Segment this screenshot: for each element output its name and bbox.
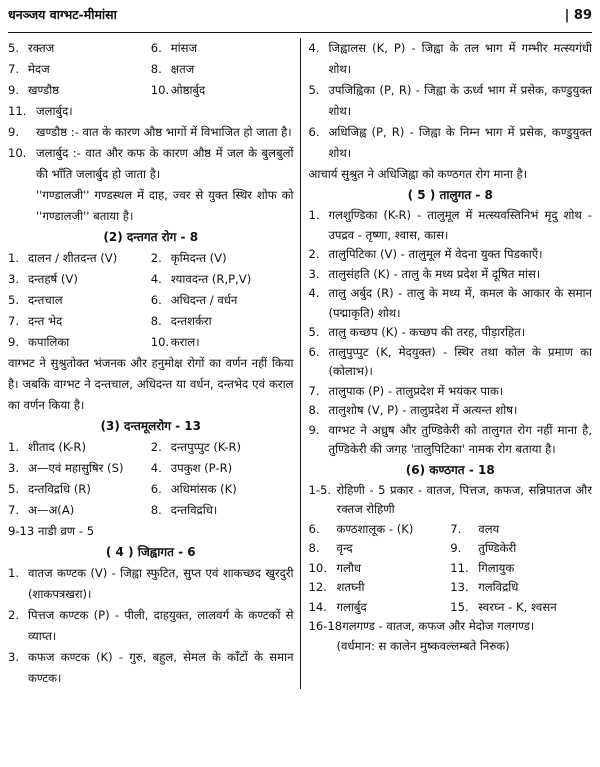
item-number: 5. xyxy=(8,482,20,496)
item-number: 6. xyxy=(308,344,320,359)
list-item xyxy=(309,401,593,421)
list-pair xyxy=(309,520,593,540)
item-number: 16-18 xyxy=(308,619,343,633)
item-text: अ—एवं महासुषिर (S) xyxy=(28,461,124,475)
item-number: 3. xyxy=(308,266,320,281)
item-number: 5. xyxy=(308,83,320,97)
note-paragraph: ''गण्डालजी'' गण्डस्थल में दाह, ज्वर से युक्त स्थिर शोफ को ''गण्डालजी'' बताया है। xyxy=(36,188,294,223)
item-text: दन्तहर्ष (V) xyxy=(28,272,78,286)
page-header xyxy=(8,4,592,33)
list-item xyxy=(309,343,593,382)
item-number: 9. xyxy=(308,422,320,437)
item-number: 9. xyxy=(8,125,20,139)
list-pair xyxy=(8,290,294,311)
item-number: 1. xyxy=(308,208,320,222)
item-number: 9. xyxy=(450,541,462,555)
item-text: गलार्बुद xyxy=(336,599,367,614)
item-number: 7. xyxy=(450,521,462,536)
item-text: अ—अ(A) xyxy=(28,503,75,517)
page-number: | 89 xyxy=(564,8,592,23)
item-text: अधिजिह्व (P, R) - जिह्वा के निम्न भाग में प्रसेक, कण्डुयुक्त शोथ। xyxy=(328,125,592,160)
list-item xyxy=(309,38,593,80)
item-number: 3. xyxy=(8,272,20,286)
item-text: तालुपुप्पुट (K, मेदयुक्त) - स्थिर तथा कोल के प्रमाण का (कोलाभ)। xyxy=(328,344,592,378)
left-column xyxy=(8,38,300,689)
section-extra-line: 9-13 नाडी व्रण - 5 xyxy=(8,524,95,538)
item-text: क्षतज xyxy=(170,62,195,76)
item-text: दन्तशर्करा xyxy=(170,314,212,328)
item-text: उपकुश (P-R) xyxy=(170,461,233,475)
list-pair xyxy=(8,332,294,353)
item-number: 1-5. xyxy=(308,482,332,497)
list-pair xyxy=(8,248,294,269)
item-text: गलविद्रधि xyxy=(478,580,519,594)
item-text: ओष्ठार्बुद xyxy=(170,83,206,97)
item-number: 2. xyxy=(8,608,20,622)
item-text: रोहिणी - 5 प्रकार - वातज, पित्तज, कफज, सन्निपातज और रक्तज रोहिणी xyxy=(336,482,592,516)
item-number: 5. xyxy=(308,325,320,339)
item-number: 10. xyxy=(150,335,170,349)
item-text: वाग्भट ने अध्रुष और तुण्डिकेरी को तालुगत रोग नहीं माना है, तुण्डिकेरी की जगह 'तालुपिटिका' नामक रोग बताया है। xyxy=(328,422,592,456)
item-number: 4. xyxy=(308,41,320,55)
item-text: गलगण्ड - वातज, कफज और मेदोज गलगण्ड। xyxy=(342,619,535,633)
item-text: तालुसंहति (K) - तालु के मध्य प्रदेश में दूषित मांस। xyxy=(328,266,541,281)
list-item xyxy=(309,122,593,164)
item-text: दन्तपुप्पुट (K-R) xyxy=(170,440,242,454)
list-pair xyxy=(8,458,294,479)
item-text: गलशुण्डिका (K-R) - तालुमूल में मत्स्यवस्तिनिभं मृदु शोथ - उपद्रव - तृष्णा, श्वास, कास। xyxy=(328,208,592,242)
section-heading-6: (6) कण्ठगत - 18 xyxy=(405,462,495,477)
item-text: वलय xyxy=(478,521,500,536)
item-text: तालुशोष (V, P) - तालुप्रदेश में अत्यन्त शोष। xyxy=(328,403,518,417)
item-text: कण्ठशालूक - (K) xyxy=(336,521,414,536)
quote-line: (वर्धमान: स कालेन मुष्कवल्लम्बते निरुक) xyxy=(336,638,510,653)
list-item xyxy=(309,323,593,343)
item-text: वातज कण्टक (V) - जिह्वा स्फुटित, सुप्त एवं शाकच्छद खुरदुरी (शाकपत्रखरा)। xyxy=(28,566,294,601)
item-number: 6. xyxy=(150,41,162,55)
item-text: मेदज xyxy=(28,62,50,76)
list-pair xyxy=(8,479,294,500)
item-number: 6. xyxy=(150,482,162,496)
item-number: 6. xyxy=(308,125,320,139)
item-text: स्वरघ्न - K, श्वसन xyxy=(478,599,557,614)
item-text: कफज कण्टक (K) - गुरु, बहुल, सेमल के काँटों के समान कण्टक। xyxy=(28,650,294,685)
item-number: 7. xyxy=(8,503,20,517)
item-number: 13. xyxy=(450,580,469,594)
list-pair xyxy=(309,578,593,598)
item-text: जलार्बुद :- वात और कफ के कारण औष्ठ में जल के बुलबुलों की भाँति जलार्बुद हो जाता है। xyxy=(36,146,294,181)
note-item xyxy=(8,122,294,143)
item-number: 4. xyxy=(150,461,162,475)
item-text: तुण्डिकेरी xyxy=(478,541,517,555)
item-number: 1. xyxy=(8,251,20,265)
note-item xyxy=(8,143,294,185)
item-text: मांसज xyxy=(170,41,198,55)
item-number: 3. xyxy=(8,461,20,475)
item-number: 8. xyxy=(150,62,162,76)
list-pair xyxy=(309,539,593,559)
list-pair xyxy=(8,500,294,521)
item-text: शतघ्नी xyxy=(336,580,365,594)
item-number: 8. xyxy=(308,403,320,417)
item-text: गिलायुक xyxy=(478,560,515,575)
list-pair xyxy=(8,38,294,59)
item-number: 15. xyxy=(450,599,469,614)
item-text: उपजिह्विका (P, R) - जिह्वा के ऊर्ध्व भाग में प्रसेक, कण्डुयुक्त शोथ। xyxy=(328,83,592,118)
item-text: तालु अर्बुद (R) - तालु के मध्य में, कमल के आकार के समान (पद्माकृति) शोथ। xyxy=(328,286,592,320)
list-pair xyxy=(8,59,294,80)
item-number: 6. xyxy=(308,521,320,536)
item-number: 5. xyxy=(8,293,20,307)
item-text: शीताद (K-R) xyxy=(28,440,87,454)
running-title: धनञ्जय वाग्भट-मीमांसा xyxy=(8,7,117,22)
item-text: जलार्बुद। xyxy=(36,104,73,118)
list-item xyxy=(8,101,294,122)
two-column-body xyxy=(8,38,592,689)
list-pair xyxy=(309,559,593,579)
list-pair xyxy=(309,598,593,618)
item-number: 14. xyxy=(308,599,327,614)
item-text: तालु कच्छप (K) - कच्छप की तरह, पीड़ारहित। xyxy=(328,325,526,339)
item-text: दन्तविद्रधि (R) xyxy=(28,482,91,496)
item-number: 2. xyxy=(308,247,320,261)
item-text: कपालिका xyxy=(28,335,70,349)
list-item xyxy=(8,647,294,689)
item-number: 7. xyxy=(8,314,20,328)
item-text: गलौध xyxy=(336,560,362,575)
section-paragraph: वाग्भट ने सुश्रुतोक्त भंजनक और हनुमोक्ष रोगों का वर्णन नहीं किया है। जबकि वाग्भट ने दन्तचाल, अधिदन्त या वर्धन, दन्तभेद एवं कराल का वर्णन किया है। xyxy=(8,356,294,412)
item-number: 1. xyxy=(8,440,20,454)
list-pair xyxy=(8,80,294,101)
list-item xyxy=(309,382,593,402)
item-text: दन्तविद्रधि। xyxy=(170,503,218,517)
section-heading-4: ( 4 ) जिह्वागत - 6 xyxy=(105,545,196,559)
list-item xyxy=(309,265,593,285)
item-text: दन्त भेद xyxy=(28,314,63,328)
item-number: 10. xyxy=(308,560,327,575)
item-text: अधिदन्त / वर्धन xyxy=(170,293,238,307)
item-text: दन्तचाल xyxy=(28,293,63,307)
section-note: आचार्य सुश्रुत ने अधिजिह्वा को कण्ठगत रोग माना है। xyxy=(308,167,528,181)
section-heading-3: (3) दन्तमूलरोग - 13 xyxy=(100,419,202,433)
item-number: 1. xyxy=(8,566,20,580)
list-item xyxy=(309,206,593,245)
item-text: दालन / शीतदन्त (V) xyxy=(28,251,118,265)
list-item xyxy=(309,80,593,122)
list-item xyxy=(309,617,593,637)
item-number: 7. xyxy=(308,383,320,398)
item-text: पित्तज कण्टक (P) - पीली, दाहयुक्त, लालवर्ग के कण्टकों से व्याप्त। xyxy=(28,608,294,643)
item-number: 4. xyxy=(308,286,320,300)
item-text: रक्तज xyxy=(28,41,55,55)
item-text: खण्डौष्ठ :- वात के कारण औष्ठ भागों में विभाजित हो जाता है। xyxy=(36,125,292,139)
item-text: कृमिदन्त (V) xyxy=(170,251,227,265)
item-number: 7. xyxy=(8,62,20,76)
item-number: 11. xyxy=(450,560,469,575)
section-heading-2: (2) दन्तगत रोग - 8 xyxy=(103,230,199,244)
item-text: वृन्द xyxy=(336,541,353,555)
list-pair xyxy=(8,269,294,290)
item-number: 12. xyxy=(308,580,327,594)
list-item xyxy=(309,481,593,520)
item-number: 2. xyxy=(150,440,162,454)
item-number: 2. xyxy=(150,251,162,265)
item-number: 10. xyxy=(150,83,170,97)
section-heading-5: ( 5 ) तालुगत - 8 xyxy=(407,188,493,202)
item-number: 3. xyxy=(8,650,20,664)
item-number: 9. xyxy=(8,335,20,349)
list-item xyxy=(8,563,294,605)
item-text: श्यावदन्त (R,P,V) xyxy=(170,272,252,286)
item-number: 11. xyxy=(8,104,27,118)
item-text: जिह्वालस (K, P) - जिह्वा के तल भाग में गम्भीर मत्स्यगंधी शोथ। xyxy=(328,41,592,76)
item-text: अधिमांसक (K) xyxy=(170,482,237,496)
item-text: तालुपिटिका (V) - तालुमूल में वेदना युक्त पिडकाएँ। xyxy=(328,247,543,261)
item-number: 5. xyxy=(8,41,20,55)
list-item xyxy=(309,245,593,265)
list-item xyxy=(8,605,294,647)
item-number: 6. xyxy=(150,293,162,307)
list-item xyxy=(309,284,593,323)
item-number: 4. xyxy=(150,272,162,286)
item-number: 10. xyxy=(8,146,27,160)
item-number: 8. xyxy=(150,314,162,328)
list-pair xyxy=(8,437,294,458)
list-pair xyxy=(8,311,294,332)
item-text: कराल। xyxy=(170,335,200,349)
item-number: 8. xyxy=(308,541,320,555)
right-column xyxy=(301,38,593,689)
item-number: 9. xyxy=(8,83,20,97)
item-text: खण्डौष्ठ xyxy=(28,83,60,97)
item-number: 8. xyxy=(150,503,162,517)
item-text: तालुपाक (P) - तालुप्रदेश में भयंकर पाक। xyxy=(328,383,504,398)
list-item xyxy=(309,421,593,460)
